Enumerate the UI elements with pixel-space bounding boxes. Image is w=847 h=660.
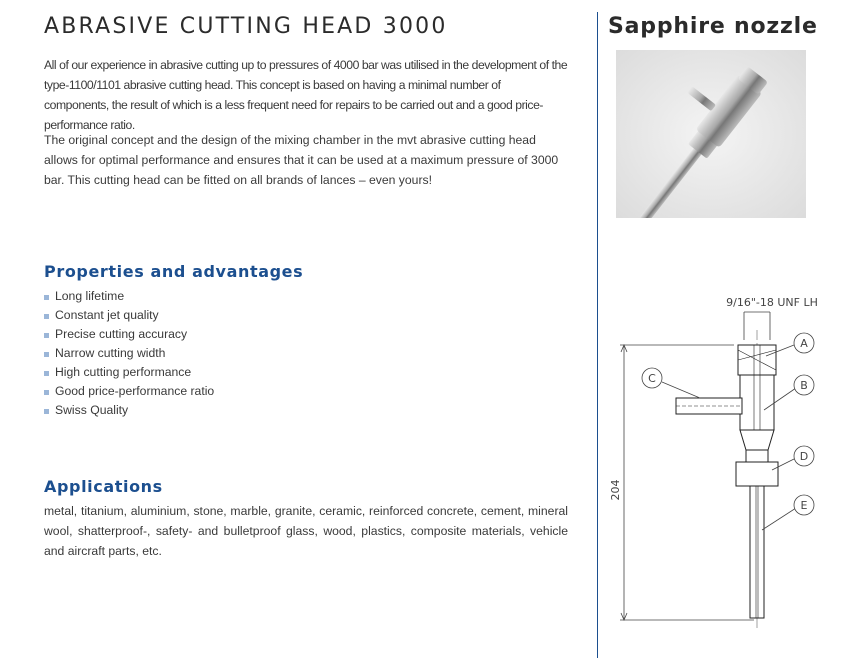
properties-list	[44, 287, 214, 420]
callout-b: B	[800, 379, 808, 392]
length-dimension: 204	[609, 479, 622, 501]
list-item: Precise cutting accuracy	[44, 325, 214, 344]
callout-a: A	[800, 337, 808, 350]
callout-e: E	[800, 499, 808, 512]
list-item: Good price-performance ratio	[44, 382, 214, 401]
column-divider	[597, 12, 598, 658]
callout-c: C	[648, 372, 656, 385]
callout-d: D	[799, 450, 809, 463]
list-item: Long lifetime	[44, 287, 214, 306]
applications-heading: Applications	[44, 477, 163, 496]
applications-text: metal, titanium, aluminium, stone, marble, granite, ceramic, reinforced concrete, cement, mineral wool, shatterproof-, safety- and bulletproof glass, wood, plastics, composite materials, vehicle and aircraft parts, etc.	[44, 504, 568, 558]
technical-drawing	[604, 290, 844, 660]
list-item: Narrow cutting width	[44, 344, 214, 363]
cutting-head-photo	[616, 50, 806, 218]
sidebar-title: Sapphire nozzle	[608, 14, 818, 39]
page-title: ABRASIVE CUTTING HEAD 3000	[44, 14, 448, 39]
thread-label: 9/16"-18 UNF LH	[726, 296, 818, 309]
list-item: Swiss Quality	[44, 401, 214, 420]
list-item: High cutting performance	[44, 363, 214, 382]
intro-paragraph-2: The original concept and the design of the mixing chamber in the mvt abrasive cutting head allows for optimal performance and ensures that it can be used at a maximum pressure of 3000 bar. This cutting head can be fitted on all brands of lances – even yours!	[44, 133, 559, 187]
list-item: Constant jet quality	[44, 306, 214, 325]
intro-paragraph-1: All of our experience in abrasive cutting up to pressures of 4000 bar was utilised in the development of the type-1100/1101 abrasive cutting head. This concept is based on having a minimal number of components, the result of which is a less frequent need for repairs to be carried out and a good price-performance ratio.	[44, 58, 568, 132]
properties-heading: Properties and advantages	[44, 262, 304, 281]
